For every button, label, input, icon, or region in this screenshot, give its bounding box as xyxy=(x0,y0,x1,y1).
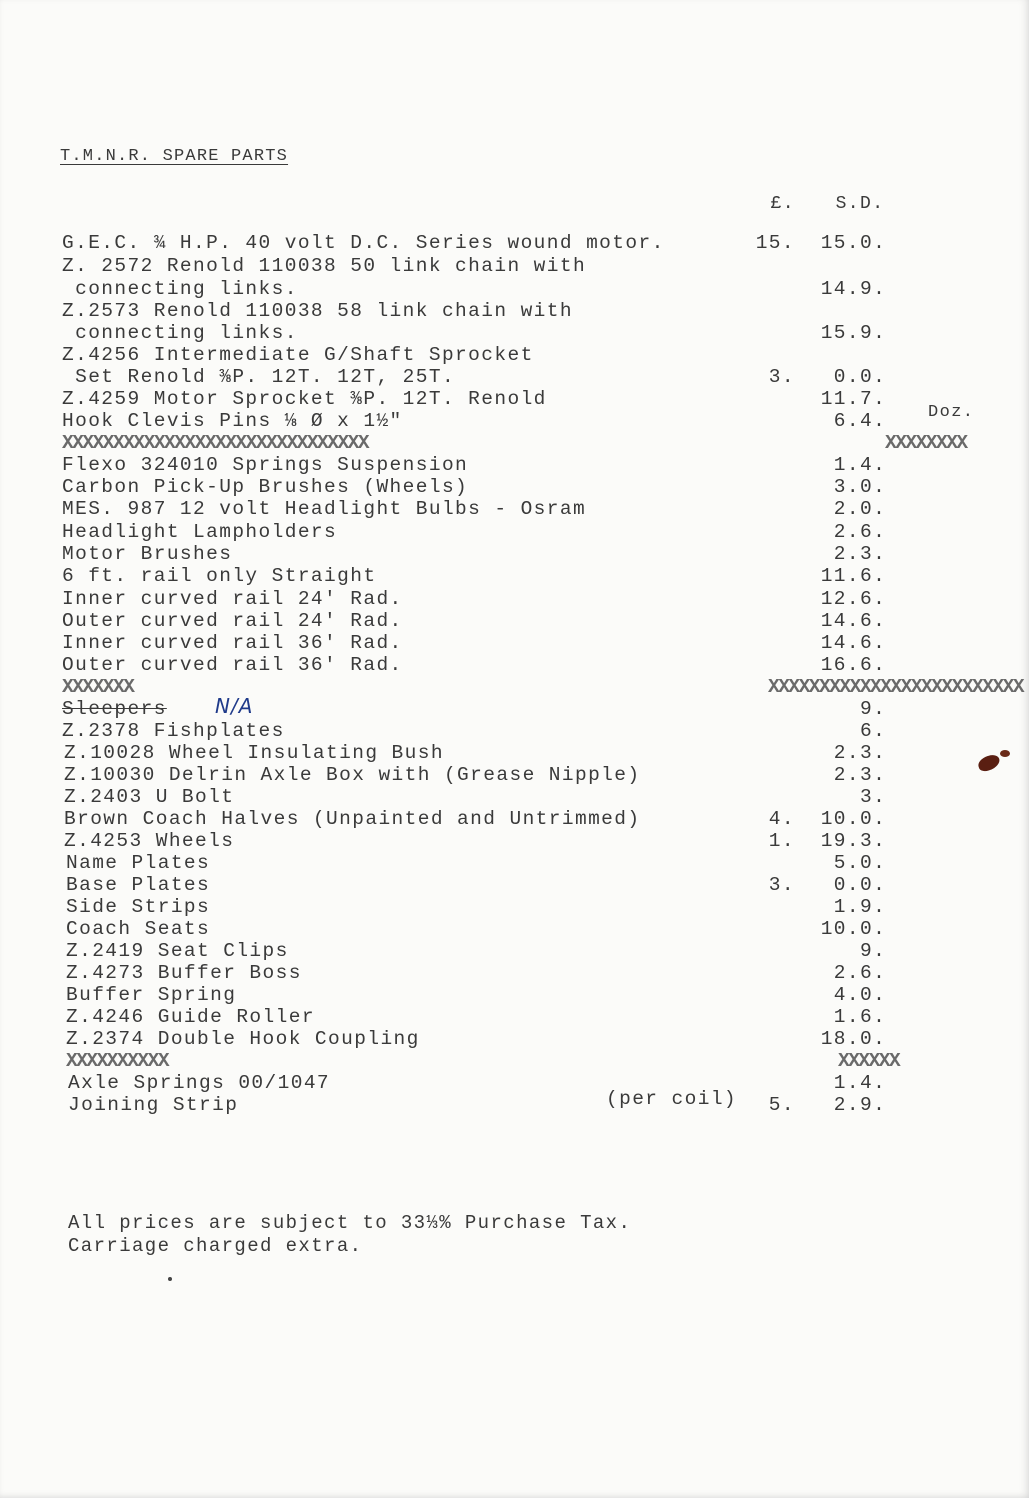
ink-blot xyxy=(976,753,1001,773)
ink-spot xyxy=(1000,750,1010,757)
item-shillings: 3. xyxy=(833,476,860,498)
item-description: Z.2403 U Bolt xyxy=(64,786,235,808)
item-shillings: 12. xyxy=(820,588,860,610)
item-description: XXXXXXXXXXXXXXXXXXXXXXXXXXXXXX xyxy=(62,432,369,454)
item-description: Brown Coach Halves (Unpainted and Untrimmed) xyxy=(64,808,641,830)
item-description: connecting links. xyxy=(62,322,298,344)
item-description: Flexo 324010 Springs Suspension xyxy=(62,454,469,476)
item-shillings: 11. xyxy=(820,388,860,410)
item-pence: 3. xyxy=(860,742,887,764)
item-pence: 6. xyxy=(860,610,887,632)
item-shillings: 10. xyxy=(820,918,860,940)
footer-carriage-note: Carriage charged extra. xyxy=(68,1235,363,1257)
item-pounds: 5. xyxy=(768,1094,795,1116)
item-description: Z.10030 Delrin Axle Box with (Grease Nipple) xyxy=(64,764,641,786)
item-pence: 3. xyxy=(860,830,887,852)
item-pence: 0. xyxy=(860,366,887,388)
item-shillings: 2. xyxy=(833,498,860,520)
item-pence: 6. xyxy=(860,962,887,984)
item-description: Z.2378 Fishplates xyxy=(62,720,285,742)
item-pence: 0. xyxy=(860,874,887,896)
item-shillings: 2. xyxy=(833,742,860,764)
item-shillings: 1. xyxy=(833,896,860,918)
item-description: Axle Springs 00/1047 xyxy=(68,1072,331,1094)
item-pence: 0. xyxy=(860,984,887,1006)
item-description: Z.2573 Renold 110038 58 link chain with xyxy=(62,300,573,322)
item-description: Motor Brushes xyxy=(62,543,233,565)
item-pence: 6. xyxy=(860,654,887,676)
item-pence: 4. xyxy=(860,454,887,476)
header-shillings: S. xyxy=(835,194,860,214)
item-pence: 9. xyxy=(860,1094,887,1116)
item-description: Z.2374 Double Hook Coupling xyxy=(66,1028,420,1050)
item-pence: 6. xyxy=(860,632,887,654)
item-shillings: 19. xyxy=(820,830,860,852)
item-description: Inner curved rail 24' Rad. xyxy=(62,588,403,610)
item-description: Outer curved rail 24' Rad. xyxy=(62,610,403,632)
page-title: T.M.N.R. SPARE PARTS xyxy=(60,147,289,166)
item-pence: 9. xyxy=(860,896,887,918)
item-shillings: 15. xyxy=(820,232,860,254)
item-pounds: 4. xyxy=(768,808,795,830)
item-description: Buffer Spring xyxy=(66,984,237,1006)
dozen-note: Doz. xyxy=(928,403,975,422)
item-pounds: 15. xyxy=(755,232,795,254)
item-description: Outer curved rail 36' Rad. xyxy=(62,654,403,676)
item-description: Z.10028 Wheel Insulating Bush xyxy=(64,742,444,764)
item-pence: 9. xyxy=(860,278,887,300)
item-pence: 6. xyxy=(860,720,887,742)
item-shillings: 14. xyxy=(820,610,860,632)
item-description: Inner curved rail 36' Rad. xyxy=(62,632,403,654)
item-description: Carbon Pick-Up Brushes (Wheels) xyxy=(62,476,469,498)
item-pounds: 3. xyxy=(768,874,795,896)
per-coil-note: (per coil) xyxy=(606,1088,738,1110)
item-pence: 3. xyxy=(860,764,887,786)
item-pence: 3. xyxy=(860,543,887,565)
item-description: Joining Strip xyxy=(68,1094,239,1116)
item-shillings: 1. xyxy=(833,1072,860,1094)
item-description: Z.4253 Wheels xyxy=(64,830,235,852)
item-shillings: 10. xyxy=(820,808,860,830)
item-shillings: 18. xyxy=(820,1028,860,1050)
item-pence: 4. xyxy=(860,410,887,432)
item-shillings: 14. xyxy=(820,278,860,300)
item-shillings: 2. xyxy=(833,1094,860,1116)
item-description: Name Plates xyxy=(66,852,211,874)
item-shillings: 2. xyxy=(833,543,860,565)
item-shillings: 11. xyxy=(820,565,860,587)
stray-mark xyxy=(168,1277,172,1281)
item-description: Headlight Lampholders xyxy=(62,521,338,543)
item-pence: 6. xyxy=(860,588,887,610)
item-pence: 0. xyxy=(860,1028,887,1050)
handwritten-na-note: N/A xyxy=(215,694,254,718)
item-shillings: 4. xyxy=(833,984,860,1006)
item-description: Coach Seats xyxy=(66,918,211,940)
item-shillings: 16. xyxy=(820,654,860,676)
item-shillings: 0. xyxy=(833,874,860,896)
item-pence: 0. xyxy=(860,918,887,940)
item-shillings: 2. xyxy=(833,521,860,543)
item-pounds: 3. xyxy=(768,366,795,388)
item-pence: 7. xyxy=(860,388,887,410)
item-pence: 9. xyxy=(860,322,887,344)
item-description: Sleepers xyxy=(62,698,167,720)
item-description: connecting links. xyxy=(62,278,298,300)
item-pence: 9. xyxy=(860,698,887,720)
item-description: G.E.C. ¾ H.P. 40 volt D.C. Series wound motor. xyxy=(62,232,665,254)
item-pence: 0. xyxy=(860,232,887,254)
item-pence: 6. xyxy=(860,1006,887,1028)
header-pounds: £. xyxy=(770,194,795,214)
item-shillings: 2. xyxy=(833,764,860,786)
item-description: Z.4259 Motor Sprocket ⅜P. 12T. Renold xyxy=(62,388,547,410)
item-description: 6 ft. rail only Straight xyxy=(62,565,377,587)
item-description: MES. 987 12 volt Headlight Bulbs - Osram xyxy=(62,498,587,520)
item-description: XXXXXXXXXX xyxy=(66,1050,169,1072)
item-shillings: 15. xyxy=(820,322,860,344)
item-shillings: 5. xyxy=(833,852,860,874)
item-pence: 0. xyxy=(860,498,887,520)
item-description: Z. 2572 Renold 110038 50 link chain with xyxy=(62,255,587,277)
item-shillings: 1. xyxy=(833,454,860,476)
item-pence: 3. xyxy=(860,786,887,808)
item-pence: 4. xyxy=(860,1072,887,1094)
item-description: XXXXXXX xyxy=(62,676,134,698)
item-description: Z.4256 Intermediate G/Shaft Sprocket xyxy=(62,344,534,366)
item-description: Z.4273 Buffer Boss xyxy=(66,962,302,984)
item-pence: 6. xyxy=(860,521,887,543)
item-pence: 0. xyxy=(860,808,887,830)
item-pence: 0. xyxy=(860,476,887,498)
item-pence: 9. xyxy=(860,940,887,962)
item-pence: 6. xyxy=(860,565,887,587)
item-pence: XXXXXXXX xyxy=(885,432,967,454)
item-description: Set Renold ⅜P. 12T. 12T, 25T. xyxy=(62,366,456,388)
item-description: Hook Clevis Pins ⅛ Ø x 1½" xyxy=(62,410,403,432)
item-shillings: 0. xyxy=(833,366,860,388)
item-shillings: 1. xyxy=(833,1006,860,1028)
item-shillings: 14. xyxy=(820,632,860,654)
item-description: Base Plates xyxy=(66,874,211,896)
header-pence: D. xyxy=(860,194,885,214)
item-shillings: XXXXXX xyxy=(838,1050,900,1072)
item-description: Z.4246 Guide Roller xyxy=(66,1006,315,1028)
footer-tax-note: All prices are subject to 33⅓% Purchase Tax. xyxy=(68,1212,632,1234)
item-pounds: XXXXXXXXXXXXXXXXXXXXXXXXX xyxy=(768,676,1024,698)
item-pence: 0. xyxy=(860,852,887,874)
item-description: Z.2419 Seat Clips xyxy=(66,940,289,962)
item-description: Side Strips xyxy=(66,896,211,918)
item-shillings: 6. xyxy=(833,410,860,432)
item-shillings: 2. xyxy=(833,962,860,984)
item-pounds: 1. xyxy=(768,830,795,852)
